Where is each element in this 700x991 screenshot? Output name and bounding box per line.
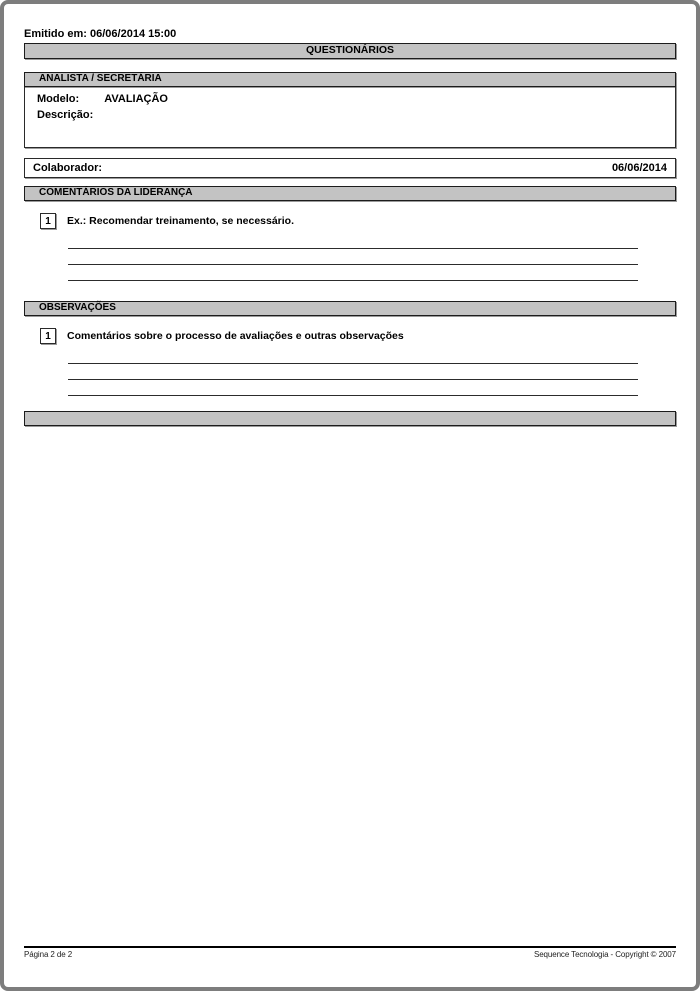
question-number-badge: 1 <box>40 213 56 229</box>
field-modelo-label: Modelo: <box>37 93 80 105</box>
question-text: Comentários sobre o processo de avaliações e outras observações <box>67 330 404 342</box>
colaborador-label: Colaborador: <box>33 162 103 174</box>
question-item <box>40 328 676 344</box>
section-observacoes <box>24 301 676 396</box>
answer-line <box>68 265 638 281</box>
answer-lines-observacoes <box>68 348 638 396</box>
section-analista <box>24 72 676 148</box>
analista-fields-box <box>24 87 676 148</box>
footer-copyright: Sequence Tecnologia - Copyright © 2007 <box>533 950 676 959</box>
empty-section-bar <box>24 411 676 426</box>
question-item <box>40 213 676 229</box>
answer-line <box>68 348 638 364</box>
answer-line <box>68 249 638 265</box>
report-content <box>24 4 676 426</box>
colaborador-row <box>24 158 676 178</box>
answer-line <box>68 380 638 396</box>
question-text: Ex.: Recomendar treinamento, se necessário. <box>67 215 295 227</box>
emitted-value: 06/06/2014 15:00 <box>90 28 177 40</box>
emitted-label: Emitido em: <box>24 28 87 40</box>
section-header-observacoes: OBSERVAÇÕES <box>24 301 676 316</box>
emitted-timestamp <box>24 28 676 40</box>
section-header-analista: ANALISTA / SECRETÁRIA <box>24 72 676 87</box>
document-title-bar: QUESTIONÁRIOS <box>24 43 676 59</box>
question-number-badge: 1 <box>40 328 56 344</box>
footer-page-number: Página 2 de 2 <box>24 950 73 959</box>
field-descricao-label: Descrição: <box>37 109 94 121</box>
field-modelo-value: AVALIAÇÃO <box>104 93 168 105</box>
section-comentarios <box>24 186 676 281</box>
answer-line <box>68 233 638 249</box>
answer-lines-comentarios <box>68 233 638 281</box>
section-header-comentarios: COMENTÁRIOS DA LIDERANÇA <box>24 186 676 201</box>
field-modelo <box>37 91 663 107</box>
colaborador-date: 06/06/2014 <box>611 162 667 174</box>
field-descricao <box>37 107 663 123</box>
answer-line <box>68 364 638 380</box>
footer <box>24 946 676 959</box>
